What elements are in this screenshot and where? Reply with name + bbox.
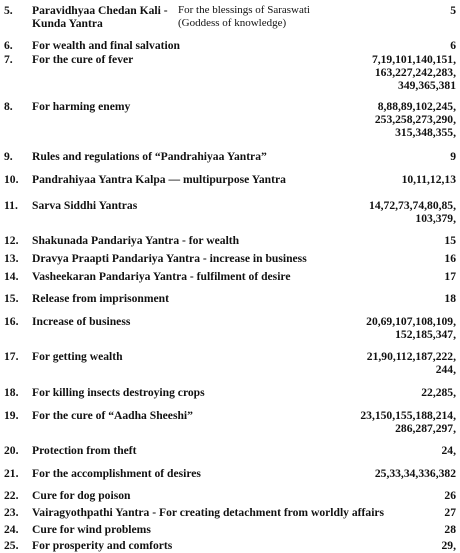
entry-description-line: (Goddess of knowledge) xyxy=(178,17,287,29)
entry-number: 5. xyxy=(4,4,13,17)
entry-pages xyxy=(375,100,456,139)
entry-pages xyxy=(450,150,456,163)
entry-pages xyxy=(444,523,456,536)
entry-number: 23. xyxy=(4,506,19,519)
entry-title: Vasheekaran Pandariya Yantra - fulfilment of desire xyxy=(32,270,291,283)
page-numbers: 315,348,355, xyxy=(395,126,456,139)
page-numbers: 349,365,381 xyxy=(398,79,456,92)
entry-number: 21. xyxy=(4,467,19,480)
entry-number: 18. xyxy=(4,386,19,399)
entry-title: For the cure of “Aadha Sheeshi” xyxy=(32,409,193,422)
entry-title: For harming enemy xyxy=(32,100,131,113)
page-numbers: 28 xyxy=(444,523,456,536)
entry-pages xyxy=(444,252,456,265)
entry-title: For the accomplishment of desires xyxy=(32,467,201,480)
entry-number: 20. xyxy=(4,444,19,457)
index-entry xyxy=(0,350,460,380)
entry-pages xyxy=(444,270,456,283)
entry-title-line: Kunda Yantra xyxy=(32,17,103,30)
entry-title: Sarva Siddhi Yantras xyxy=(32,199,138,212)
page-numbers: 163,227,242,283, xyxy=(374,66,456,79)
entry-pages xyxy=(367,350,456,376)
page-numbers: 23,150,155,188,214, xyxy=(360,409,456,422)
page-numbers: 286,287,297, xyxy=(395,422,456,435)
entry-number: 9. xyxy=(4,150,13,163)
entry-number: 19. xyxy=(4,409,19,422)
entry-pages xyxy=(444,506,456,519)
page-numbers: 14,72,73,74,80,85, xyxy=(369,199,456,212)
index-entry xyxy=(0,53,460,92)
entry-pages xyxy=(402,173,456,186)
entry-number: 11. xyxy=(4,199,18,212)
entry-number: 12. xyxy=(4,234,19,247)
entry-title-line: Paravidhyaa Chedan Kali - xyxy=(32,4,168,17)
entry-number: 16. xyxy=(4,315,19,328)
index-entry xyxy=(0,315,460,345)
entry-title: Protection from theft xyxy=(32,444,137,457)
entry-pages xyxy=(366,315,456,341)
entry-number: 10. xyxy=(4,173,19,186)
entry-title: Release from imprisonment xyxy=(32,292,169,305)
entry-pages xyxy=(442,444,457,457)
page-numbers: 17 xyxy=(444,270,456,283)
page-numbers: 18 xyxy=(444,292,456,305)
entry-title xyxy=(32,4,168,30)
entry-number: 17. xyxy=(4,350,19,363)
entry-number: 6. xyxy=(4,39,13,52)
entry-pages xyxy=(444,292,456,305)
page-numbers: 244, xyxy=(435,363,456,376)
entry-number: 25. xyxy=(4,539,19,552)
index-entry xyxy=(0,4,460,34)
page-numbers: 27 xyxy=(444,506,456,519)
entry-number: 22. xyxy=(4,489,19,502)
entry-number: 14. xyxy=(4,270,19,283)
entry-pages xyxy=(450,4,456,17)
page-numbers: 152,185,347, xyxy=(395,328,456,341)
entry-title: Pandrahiyaa Yantra Kalpa — multipurpose Yantra xyxy=(32,173,286,186)
entry-pages xyxy=(442,539,457,552)
page-numbers: 103,379, xyxy=(415,212,456,225)
entry-title: Dravya Praapti Pandariya Yantra - increase in business xyxy=(32,252,307,265)
page-numbers: 253,258,273,290, xyxy=(374,113,456,126)
entry-number: 24. xyxy=(4,523,19,536)
entry-pages xyxy=(369,199,456,225)
index-entry xyxy=(0,199,460,229)
page-numbers: 9 xyxy=(450,150,456,163)
page-numbers: 15 xyxy=(444,234,456,247)
page-numbers: 22,285, xyxy=(421,386,456,399)
index-entry xyxy=(0,539,460,553)
page-numbers: 25,33,34,336,382 xyxy=(374,467,456,480)
entry-title: Shakunada Pandariya Yantra - for wealth xyxy=(32,234,240,247)
page-numbers: 26 xyxy=(444,489,456,502)
page-numbers: 7,19,101,140,151, xyxy=(371,53,456,66)
entry-pages xyxy=(421,386,456,399)
page-numbers: 16 xyxy=(444,252,456,265)
page-numbers: 6 xyxy=(450,39,456,52)
entry-pages xyxy=(375,467,456,480)
page-numbers: 21,90,112,187,222, xyxy=(366,350,456,363)
index-entry xyxy=(0,409,460,439)
page-numbers: 5 xyxy=(450,4,456,17)
entry-title: Rules and regulations of “Pandrahiyaa Yantra” xyxy=(32,150,267,163)
entry-title: Increase of business xyxy=(32,315,131,328)
entry-number: 8. xyxy=(4,100,13,113)
entry-title: For wealth and final salvation xyxy=(32,39,180,52)
page-numbers: 10,11,12,13 xyxy=(401,173,456,186)
entry-pages xyxy=(444,489,456,502)
page-numbers: 20,69,107,108,109, xyxy=(366,315,456,328)
entry-description-line: For the blessings of Saraswati xyxy=(178,4,310,16)
entry-title: For prosperity and comforts xyxy=(32,539,173,552)
entry-number: 15. xyxy=(4,292,19,305)
page-numbers: 8,88,89,102,245, xyxy=(377,100,456,113)
entry-title: Vairagyothpathi Yantra - For creating detachment from worldly affairs xyxy=(32,506,385,519)
entry-number: 7. xyxy=(4,53,13,66)
entry-title: For getting wealth xyxy=(32,350,123,363)
entry-title: For killing insects destroying crops xyxy=(32,386,205,399)
entry-description xyxy=(178,4,310,30)
entry-pages xyxy=(372,53,456,92)
entry-number: 13. xyxy=(4,252,19,265)
entry-pages xyxy=(444,234,456,247)
entry-title: Cure for wind problems xyxy=(32,523,151,536)
page-numbers: 24, xyxy=(441,444,456,457)
page-numbers: 29, xyxy=(441,539,456,552)
index-entry xyxy=(0,100,460,139)
entry-title: For the cure of fever xyxy=(32,53,134,66)
entry-pages xyxy=(450,39,456,52)
entry-title: Cure for dog poison xyxy=(32,489,131,502)
entry-pages xyxy=(360,409,456,435)
